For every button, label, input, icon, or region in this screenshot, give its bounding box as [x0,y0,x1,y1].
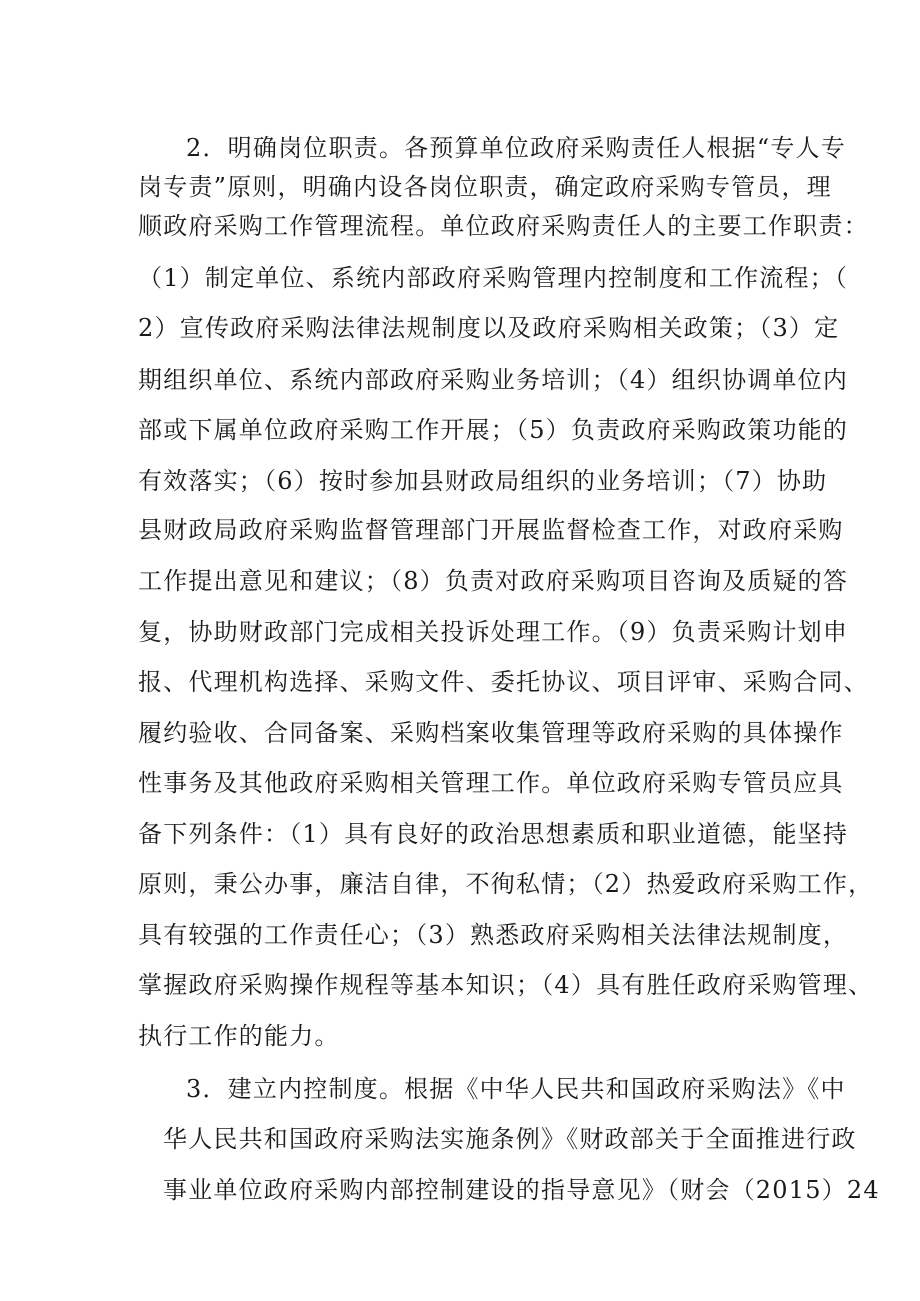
text-line: 2．明确岗位职责。各预算单位政府采购责任人根据“专人专 [186,134,846,162]
text-line: 备下列条件：（1）具有良好的政治思想素质和职业道德，能坚持 [138,820,849,848]
text-line: 工作提出意见和建议；（8）负责对政府采购项目咨询及质疑的答 [138,567,849,595]
text-line: （1）制定单位、系统内部政府采购管理内控制度和工作流程；（ [138,264,849,292]
text-line: 事业单位政府采购内部控制建设的指导意见》（财会（2015）24 [163,1176,880,1204]
text-line: 顺政府采购工作管理流程。单位政府采购责任人的主要工作职责： [138,212,869,240]
text-line: 部或下属单位政府采购工作开展；（5）负责政府采购政策功能的 [138,416,849,444]
text-line: 2）宣传政府采购法律法规制度以及政府采购相关政策；（3）定 [138,314,840,342]
text-line: 县财政局政府采购监督管理部门开展监督检查工作，对政府采购 [138,516,844,544]
text-line: 华人民共和国政府采购法实施条例》《财政部关于全面推进行政 [163,1125,857,1153]
text-line: 3．建立内控制度。根据《中华人民共和国政府采购法》《中 [186,1075,846,1103]
text-line: 期组织单位、系统内部政府采购业务培训；（4）组织协调单位内 [138,366,849,394]
text-line: 执行工作的能力。 [138,1022,340,1050]
text-line: 履约验收、合同备案、采购档案收集管理等政府采购的具体操作 [138,719,844,747]
text-line: 岗专责”原则，明确内设各岗位职责，确定政府采购专管员，理 [138,173,832,201]
text-line: 具有较强的工作责任心；（3）熟悉政府采购相关法律法规制度， [138,921,849,949]
text-line: 有效落实；（6）按时参加县财政局组织的业务培训；（7）协助 [138,467,828,495]
text-line: 掌握政府采购操作规程等基本知识；（4）具有胜任政府采购管理、 [138,971,874,999]
text-line: 复，协助财政部门完成相关投诉处理工作。（9）负责采购计划申 [138,618,849,646]
text-line: 报、代理机构选择、采购文件、委托协议、项目评审、采购合同、 [138,668,869,696]
text-line: 性事务及其他政府采购相关管理工作。单位政府采购专管员应具 [138,769,844,797]
text-line: 原则，秉公办事，廉洁自律，不徇私情；（2）热爱政府采购工作， [138,870,874,898]
